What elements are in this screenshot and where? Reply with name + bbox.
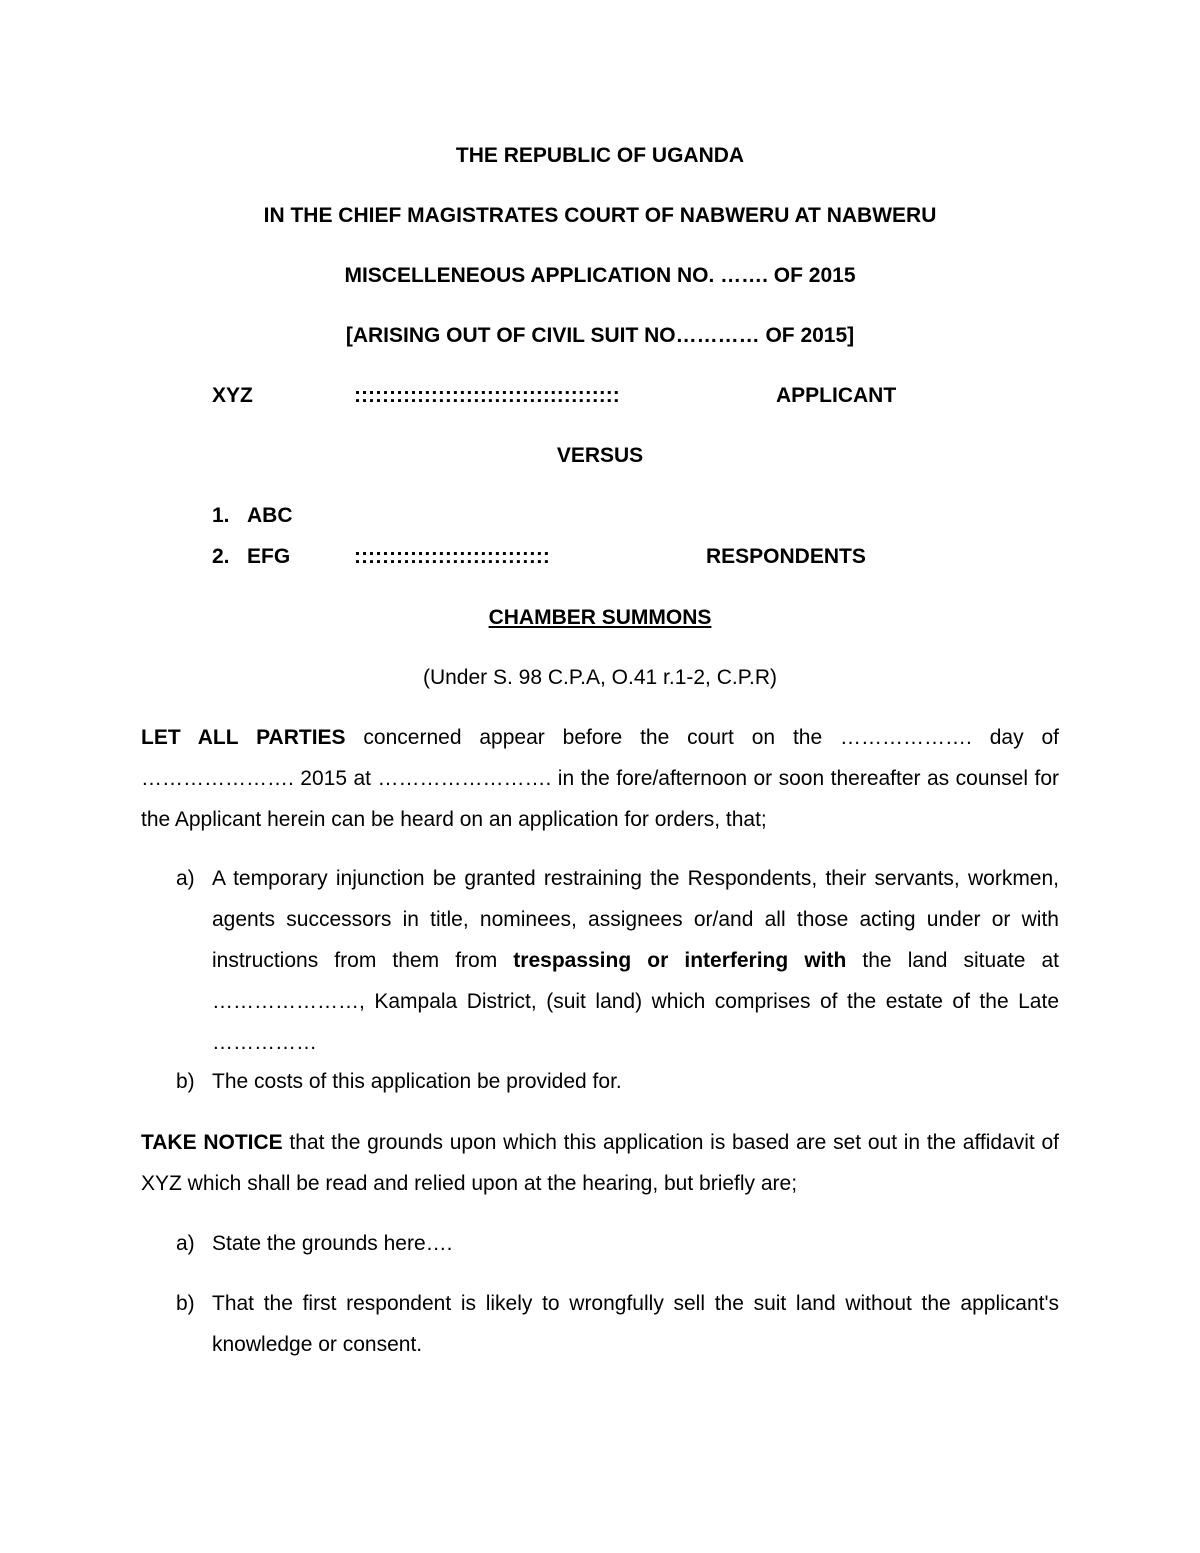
take-notice-paragraph (141, 1122, 1059, 1204)
ground-a-text: State the grounds here…. (212, 1232, 453, 1255)
applicant-label: APPLICANT (776, 384, 897, 407)
order-a-bold: trespassing or interfering with (513, 949, 847, 972)
order-b-pre: The costs of this application be provided for. (212, 1070, 622, 1093)
order-a-post: the land situate at …………………, Kampala District, (suit land) which comprises of the estate of the Late …………… (212, 949, 1059, 1054)
applicant-separator: :::::::::::::::::::::::::::::::::::::: (354, 384, 620, 407)
arising-out-of: [ARISING OUT OF CIVIL SUIT NO………… OF 2015] (345, 324, 855, 347)
respondent-separator: :::::::::::::::::::::::::::: (354, 545, 550, 568)
application-number: MISCELLENEOUS APPLICATION NO. ……. OF 2015 (344, 264, 856, 287)
ground-b-text: That the first respondent is likely to wrongfully sell the suit land without the applicant's knowledge or consent. (212, 1292, 1059, 1356)
take-notice-text: that the grounds upon which this application is based are set out in the affidavit of XYZ which shall be read and relied upon at the hearing, but briefly are; (141, 1131, 1060, 1195)
respondent-2-name: EFG (247, 545, 291, 568)
take-notice-lead: TAKE NOTICE (141, 1131, 283, 1154)
document-title: CHAMBER SUMMONS (488, 606, 712, 629)
let-all-parties-paragraph (141, 717, 1059, 840)
order-a-text (212, 858, 1059, 1063)
ground-a-marker: a) (176, 1232, 195, 1255)
order-b-text (212, 1061, 1059, 1102)
republic-heading: THE REPUBLIC OF UGANDA (455, 144, 745, 167)
order-b-marker: b) (176, 1070, 195, 1093)
respondents-label: RESPONDENTS (706, 545, 866, 568)
ground-b-marker: b) (176, 1292, 195, 1315)
let-all-parties-text: concerned appear before the court on the ………………. day of …………………. 2015 at ……………………. in the fore/afternoon or soon thereafter as counsel for the Applicant herein can be heard on an application for orders, that; (141, 726, 1059, 831)
respondent-1-name: ABC (247, 504, 293, 527)
let-all-parties-lead: LET ALL PARTIES (141, 726, 346, 749)
versus-label: VERSUS (556, 444, 644, 467)
order-a-pre: A temporary injunction be granted restraining the Respondents, their servants, workmen, agents successors in title, nominees, assignees or/and all those acting under or with instructions from them from (212, 867, 1059, 972)
order-a-marker: a) (176, 867, 195, 890)
court-heading: IN THE CHIEF MAGISTRATES COURT OF NABWERU AT NABWERU (263, 204, 937, 227)
applicant-name: XYZ (212, 384, 253, 407)
statutory-reference: (Under S. 98 C.P.A, O.41 r.1-2, C.P.R) (422, 666, 778, 689)
respondent-1-number: 1. (212, 504, 230, 527)
respondent-2-number: 2. (212, 545, 230, 568)
